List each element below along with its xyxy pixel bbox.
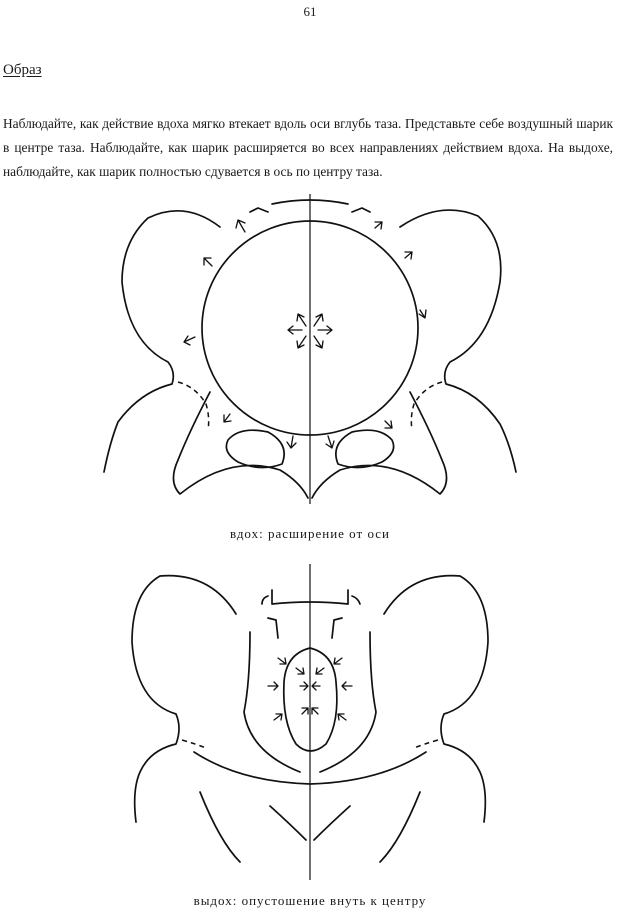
right-pubic-outline xyxy=(314,792,420,862)
sacrum-top-outline xyxy=(262,590,360,604)
left-pubic-outline xyxy=(200,792,306,862)
exhale-caption: выдох: опустошение внуть к центру xyxy=(193,893,427,908)
left-iliac-wing xyxy=(132,576,236,822)
left-sacrum-side xyxy=(244,632,300,772)
left-joint-dash xyxy=(178,382,209,430)
right-sacrum-side xyxy=(320,632,376,772)
right-obturator xyxy=(336,430,394,467)
right-joint-dash xyxy=(414,740,438,748)
sacrum-second-line xyxy=(268,618,342,638)
left-joint-dash xyxy=(182,740,206,748)
section-heading: Образ xyxy=(3,62,42,78)
outward-arrows xyxy=(184,220,426,448)
right-joint-dash xyxy=(411,382,442,430)
body-paragraph: Наблюдайте, как действие вдоха мягко втекает вдоль оси вглубь таза. Представьте себе воздушный шарик в центре таза. Наблюдайте, как шарик расширяется во всех направлениях действием вдоха. На выдохе, наблюдайте, как шарик полностью сдувается в ось по центру таза. xyxy=(3,116,613,179)
page-number: 61 xyxy=(303,4,317,19)
inhale-pelvis-illustration xyxy=(0,192,620,512)
right-iliac-wing xyxy=(384,576,488,822)
left-pubic-outline xyxy=(173,392,308,498)
left-obturator xyxy=(226,430,284,467)
exhale-pelvis-illustration xyxy=(0,562,620,882)
inhale-caption: вдох: расширение от оси xyxy=(230,526,390,541)
